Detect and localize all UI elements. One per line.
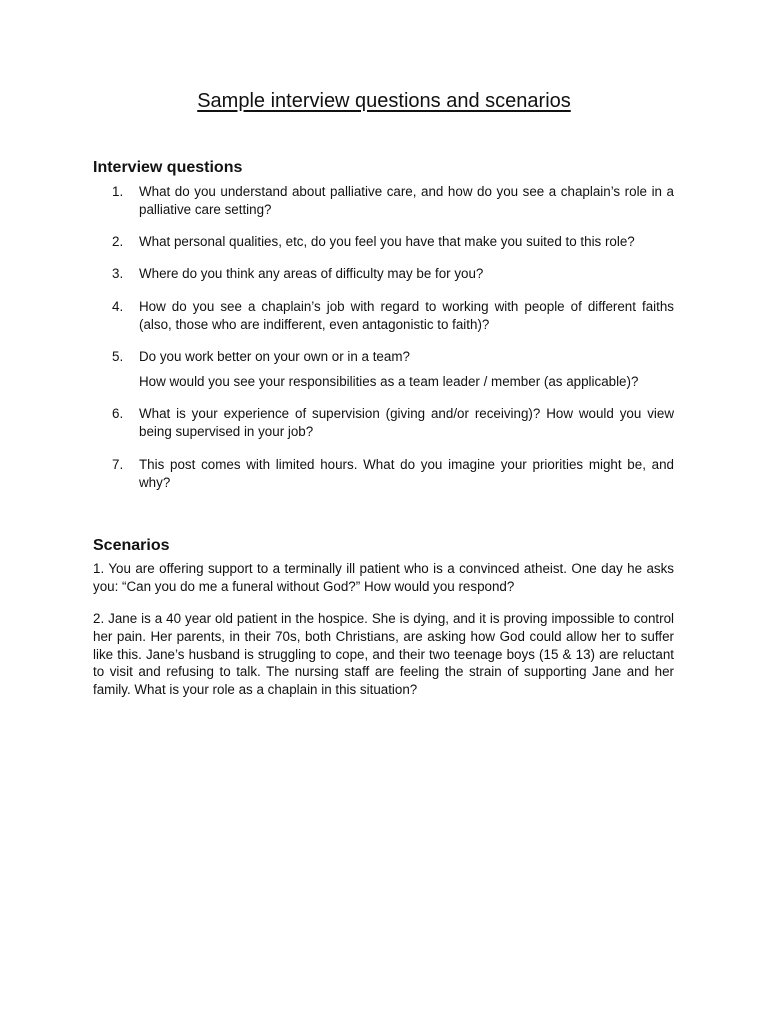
- question-text: How do you see a chaplain’s job with regard to working with people of different faiths (also, those who are indifferent, even antagonistic to faith)?: [139, 299, 674, 332]
- document-title: Sample interview questions and scenarios: [197, 90, 571, 112]
- question-number: 4.: [112, 299, 124, 314]
- question-subtext: How would you see your responsibilities as a team leader / member (as applicable)?: [139, 374, 639, 389]
- question-number: 6.: [112, 406, 124, 421]
- question-text: Where do you think any areas of difficulty may be for you?: [139, 266, 484, 281]
- scenario-paragraph: 2. Jane is a 40 year old patient in the hospice. She is dying, and it is proving impossible to control her pain. Her parents, in their 70s, both Christians, are asking how God could allow her to suffer like this. Jane’s husband is struggling to cope, and their two teenage boys (15 & 13) are reluctant to visit and refusing to talk. The nursing staff are feeling the strain of supporting Jane and her family. What is your role as a chaplain in this situation?: [93, 611, 674, 698]
- question-text: What personal qualities, etc, do you feel you have that make you suited to this role?: [139, 234, 635, 249]
- question-number: 7.: [112, 457, 124, 472]
- interview-questions-heading: Interview questions: [93, 159, 243, 176]
- question-number: 2.: [112, 234, 124, 249]
- question-text: This post comes with limited hours. What do you imagine your priorities might be, and why?: [139, 457, 674, 490]
- question-number: 3.: [112, 266, 124, 281]
- question-text: What do you understand about palliative care, and how do you see a chaplain’s role in a palliative care setting?: [139, 184, 674, 217]
- question-text: Do you work better on your own or in a team?: [139, 349, 410, 364]
- scenarios-heading: Scenarios: [93, 537, 170, 554]
- question-number: 1.: [112, 184, 124, 199]
- question-number: 5.: [112, 349, 124, 364]
- scenario-paragraph: 1. You are offering support to a terminally ill patient who is a convinced atheist. One day he asks you: “Can you do me a funeral without God?” How would you respond?: [93, 561, 674, 594]
- question-text: What is your experience of supervision (giving and/or receiving)? How would you view being supervised in your job?: [139, 406, 674, 439]
